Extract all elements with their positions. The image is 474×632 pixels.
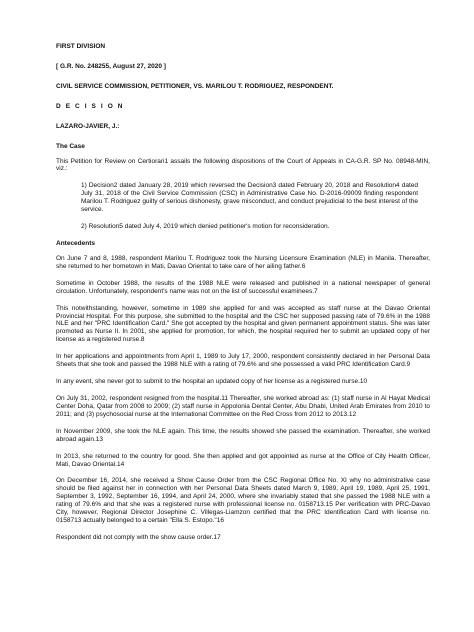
antecedent-paragraph: In any event, she never got to submit to the hospital an updated copy of her license as a registered nurse.10 bbox=[56, 378, 368, 386]
case-parties: CIVIL SERVICE COMMISSION, PETITIONER, VS. MARILOU T. RODRIGUEZ, RESPONDENT. bbox=[56, 82, 334, 90]
section-heading-the-case: The Case bbox=[56, 142, 85, 150]
antecedent-paragraph: This notwithstanding, however, sometime in 1989 she applied for and was accepted as staff nurse at the Davao Oriental Provincial Hospital. For this purpose, she submitted to the hospital and the CSC her supposed passing rate of 79.6% in the 1988 NLE and her "PRC Identification Card." She got accepted by the hospital and given permanent appointment status. She was later promoted as Nurse II. In 2001, she applied for promotion, for which, the hospital required her to submit an updated copy of her license as a registered nurse.8 bbox=[56, 304, 430, 344]
case-intro-paragraph: This Petition for Review on Certiorari1 assails the following dispositions of the Court of Appeals in CA-G.R. SP No. 08948-MIN, viz.: bbox=[56, 157, 430, 173]
antecedent-paragraph: On June 7 and 8, 1988, respondent Marilou T. Rodriguez took the Nursing Licensure Examination (NLE) in Manila. Thereafter, she returned to her hometown in Mati, Davao Oriental to take care of her ailing father.6 bbox=[56, 254, 430, 270]
antecedent-paragraph: On December 16, 2014, she received a Show Cause Order from the CSC Regional Office No. XI why no administrative case should be filed against her in connection with her Personal Data Sheets dated March 9, 1989, April 19, 1989, April 25, 1991, September 3, 1992, September 16, 1994, and April 24, 2000, where she invariably stated that she passed the 1988 NLE with a rating of 79.6% and that she was a registered nurse with professional license no. 0158713.15 Per verification with PRC-Davao City, however, Regional Director Josephine C. Villegas-Liamzon certified that the PRC Identification Card with license no. 0158713 actually belonged to a certain "Ella S. Estopo."16 bbox=[56, 477, 430, 525]
case-disposition-item-1: 1) Decision2 dated January 28, 2019 which reversed the Decision3 dated February 20, 2018 and Resolution4 dated July 31, 2018 of the Civil Service Commission (CSC) in Administrative Case No. D-2016-09009 finding respondent Marilou T. Rodriguez guilty of serious dishonesty, grave misconduct, and conduct prejudicial to the best interest of the service. bbox=[81, 182, 418, 214]
antecedent-paragraph: Respondent did not comply with the show cause order.17 bbox=[56, 533, 221, 541]
case-number: [ G.R. No. 248255, August 27, 2020 ] bbox=[56, 62, 166, 70]
ponente: LAZARO-JAVIER, J.: bbox=[56, 122, 120, 130]
antecedent-paragraph: In November 2009, she took the NLE again. This time, the results showed she passed the examination. Thereafter, she worked abroad again.13 bbox=[56, 427, 430, 443]
antecedent-paragraph: Sometime in October 1988, the results of the 1988 NLE were released and published in a national newspaper of general circulation. Unfortunately, respondent's name was not on the list of successful examinees.7 bbox=[56, 279, 430, 295]
antecedent-paragraph: On July 31, 2002, respondent resigned from the hospital.11 Thereafter, she worked abroad as: (1) staff nurse in Al Hayat Medical Center Doha, Qatar from 2008 to 2009; (2) staff nurse in Appolonia Dental Center, Abu Dhabi, United Arab Emirates from 2010 to 2011; and (3) psychosocial nurse at the International Committee on the Red Cross from 2012 to 2013.12 bbox=[56, 394, 430, 418]
antecedent-paragraph: In 2013, she returned to the country for good. She then applied and got appointed as nurse at the Office of City Health Officer, Mati, Davao Oriental.14 bbox=[56, 452, 430, 468]
decision-label: D E C I S I O N bbox=[56, 102, 125, 110]
antecedent-paragraph: In her applications and appointments from April 1, 1989 to July 17, 2000, respondent consistently declared in her Personal Data Sheets that she took and passed the 1988 NLE with a rating of 79.6% and she possessed a valid PRC Identification Card.9 bbox=[56, 353, 430, 369]
case-disposition-item-2: 2) Resolution5 dated July 4, 2019 which denied petitioner's motion for reconsideration. bbox=[81, 223, 330, 231]
division-heading: FIRST DIVISION bbox=[56, 43, 106, 50]
section-heading-antecedents: Antecedents bbox=[56, 239, 96, 247]
